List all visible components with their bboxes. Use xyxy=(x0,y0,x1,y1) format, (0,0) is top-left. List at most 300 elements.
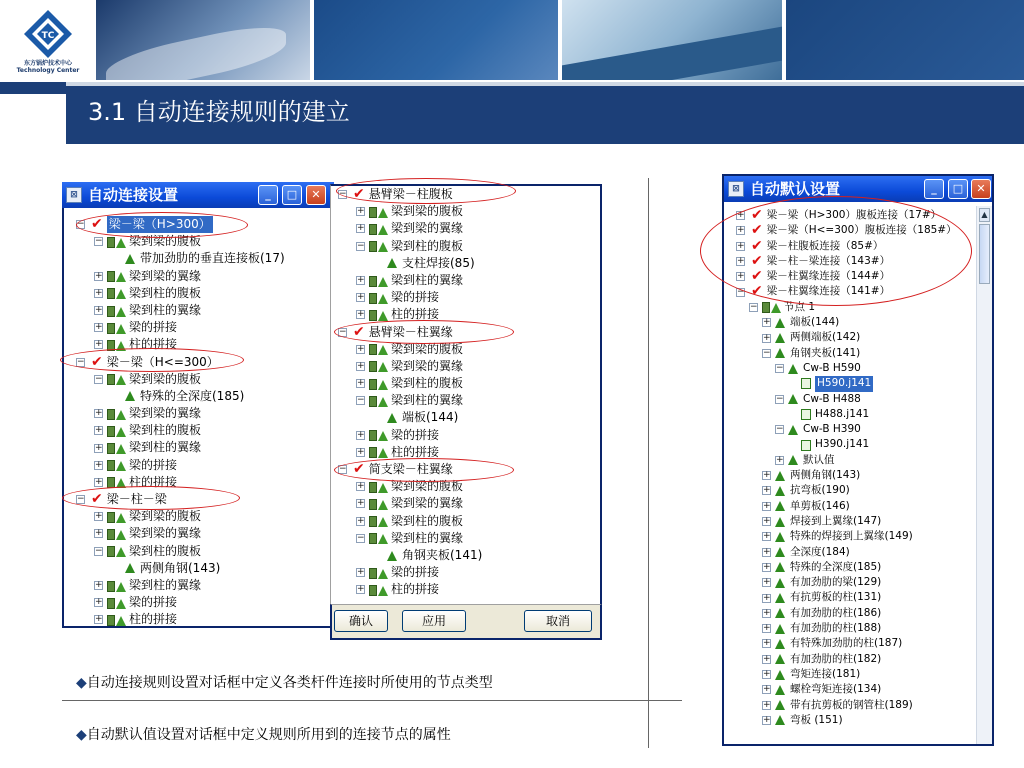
connection-tree-col1[interactable] xyxy=(76,216,332,629)
tree-item-label[interactable]: 悬臂梁－柱腹板 xyxy=(368,187,453,201)
tree-row[interactable] xyxy=(736,346,980,361)
tree-item-label[interactable]: 梁－柱翼缘连接（141#） xyxy=(766,285,891,298)
connection-icon xyxy=(387,551,397,561)
dialog1-titlebar[interactable] xyxy=(62,182,334,208)
tree-row[interactable] xyxy=(76,508,332,525)
expand-icon[interactable]: + xyxy=(763,485,771,496)
tree-item-label[interactable]: 两侧角钢(143) xyxy=(140,560,221,575)
node-type-icon xyxy=(369,360,387,372)
scroll-up-icon[interactable]: ▲ xyxy=(979,208,990,222)
node-type-icon xyxy=(369,532,387,544)
expand-icon[interactable]: + xyxy=(95,528,103,539)
annotation-oval xyxy=(700,196,972,306)
tree-item-label[interactable]: 特殊的全深度(185) xyxy=(790,560,882,573)
collapse-icon[interactable]: − xyxy=(95,545,103,556)
tree-item-label[interactable]: 支柱焊接(85) xyxy=(402,255,475,270)
expand-icon[interactable]: + xyxy=(95,305,103,316)
node-type-icon xyxy=(762,301,780,313)
expand-icon[interactable]: + xyxy=(95,580,103,591)
collapse-icon[interactable]: − xyxy=(737,286,745,297)
tree-item-label[interactable]: 全深度(184) xyxy=(790,545,850,558)
connection-icon xyxy=(775,654,785,664)
tree-row[interactable] xyxy=(736,698,980,713)
tree-row[interactable] xyxy=(76,388,332,405)
expand-icon[interactable]: + xyxy=(763,577,771,588)
tree-row[interactable] xyxy=(338,495,598,512)
tree-item-label[interactable]: 默认值 xyxy=(803,453,835,466)
tree-item-label[interactable]: 弯板 (151) xyxy=(790,713,843,726)
tree-row[interactable] xyxy=(76,543,332,560)
tree-item-label[interactable]: 梁到梁的翼缘 xyxy=(129,406,202,421)
collapse-icon[interactable]: − xyxy=(339,464,347,475)
tree-row[interactable] xyxy=(338,392,598,409)
expand-icon[interactable]: + xyxy=(357,584,365,595)
expand-icon[interactable]: + xyxy=(763,699,771,710)
tree-row[interactable] xyxy=(736,667,980,682)
annotation-oval xyxy=(334,320,514,344)
expand-icon[interactable]: + xyxy=(95,597,103,608)
tree-item-label[interactable]: 有加劲肋的柱(188) xyxy=(790,622,882,635)
tree-row[interactable] xyxy=(736,560,980,575)
cancel-button[interactable]: 取消 xyxy=(524,610,592,632)
tree-item-label[interactable]: 弯矩连接(181) xyxy=(790,667,861,680)
tree-item-label[interactable]: 有加劲肋的柱(182) xyxy=(790,652,882,665)
expand-icon[interactable]: + xyxy=(737,225,745,236)
bullet-1 xyxy=(76,672,493,692)
tree-row[interactable] xyxy=(736,453,980,468)
tree-item-label[interactable]: 梁到柱的腹板 xyxy=(129,285,202,300)
tree-item-label[interactable]: H590.j141 xyxy=(815,376,873,391)
tree-row[interactable] xyxy=(338,564,598,581)
tree-item-label[interactable]: 简支梁－柱翼缘 xyxy=(368,462,453,476)
expand-icon[interactable]: + xyxy=(763,561,771,572)
tree-row[interactable] xyxy=(736,361,980,376)
tree-row[interactable] xyxy=(76,302,332,319)
ok-button[interactable]: 确认 xyxy=(334,610,388,632)
tree-row[interactable] xyxy=(338,220,598,237)
node-type-icon xyxy=(369,309,387,321)
checkmark-icon[interactable]: ✔ xyxy=(91,353,103,370)
expand-icon[interactable]: + xyxy=(357,429,365,440)
expand-icon[interactable]: + xyxy=(95,408,103,419)
tree-row[interactable] xyxy=(76,405,332,422)
tree-item-label[interactable]: 两侧端板(142) xyxy=(790,331,861,344)
connection-icon xyxy=(775,562,785,572)
node-type-icon xyxy=(107,597,125,609)
node-type-icon xyxy=(107,459,125,471)
tree-row[interactable] xyxy=(736,575,980,590)
tree-item-label[interactable]: 梁到梁的翼缘 xyxy=(391,496,464,511)
tree-row[interactable] xyxy=(338,289,598,306)
tree-row[interactable] xyxy=(736,652,980,667)
tree-row[interactable] xyxy=(76,268,332,285)
node-type-icon xyxy=(369,429,387,441)
connection-icon xyxy=(788,455,798,465)
tree-row[interactable] xyxy=(338,341,598,358)
tree-item-label[interactable]: 梁－柱－梁 xyxy=(106,492,167,506)
tree-item-label[interactable]: 柱的拼接 xyxy=(391,307,440,322)
tree-row[interactable] xyxy=(76,422,332,439)
expand-icon[interactable]: + xyxy=(763,669,771,680)
tree-row[interactable] xyxy=(338,272,598,289)
tree-item-label[interactable]: 梁－梁（H>300） xyxy=(107,216,213,233)
tree-row[interactable] xyxy=(338,358,598,375)
expand-icon[interactable]: + xyxy=(763,638,771,649)
connection-icon xyxy=(775,501,785,511)
dialog1-title: 自动连接设置 xyxy=(88,186,179,204)
collapse-icon[interactable]: − xyxy=(776,424,784,435)
connection-icon xyxy=(775,624,785,634)
tree-item-label[interactable]: 梁到梁的翼缘 xyxy=(129,526,202,541)
checkmark-icon[interactable]: ✔ xyxy=(353,186,365,202)
tree-row[interactable] xyxy=(338,478,598,495)
expand-icon[interactable]: + xyxy=(737,210,745,221)
expand-icon[interactable]: + xyxy=(95,425,103,436)
tree-row[interactable] xyxy=(736,545,980,560)
apply-button[interactable]: 应用 xyxy=(402,610,466,632)
tree-row[interactable] xyxy=(736,682,980,697)
expand-icon[interactable]: + xyxy=(776,454,784,465)
collapse-icon[interactable]: − xyxy=(750,301,758,312)
tree-item-label[interactable]: 抗弯板(190) xyxy=(790,484,850,497)
node-type-icon xyxy=(369,584,387,596)
collapse-icon[interactable]: − xyxy=(763,347,771,358)
annotation-oval xyxy=(334,458,514,482)
tree-row[interactable] xyxy=(76,577,332,594)
tree-row[interactable] xyxy=(736,376,980,391)
tree-item-label[interactable]: 梁到柱的翼缘 xyxy=(391,393,464,408)
tree-item-label[interactable]: 梁到柱的翼缘 xyxy=(129,440,202,455)
expand-icon[interactable]: + xyxy=(763,623,771,634)
diamond-icon: ◆ xyxy=(76,675,87,691)
tree-row[interactable] xyxy=(736,437,980,452)
tree-item-label[interactable]: 柱的拼接 xyxy=(391,444,440,459)
node-type-icon xyxy=(369,206,387,218)
tree-row[interactable] xyxy=(338,255,598,272)
expand-icon[interactable]: + xyxy=(737,256,745,267)
expand-icon[interactable]: + xyxy=(95,339,103,350)
node-type-icon xyxy=(107,270,125,282)
expand-icon[interactable]: + xyxy=(357,292,365,303)
close-button[interactable]: ✕ xyxy=(306,185,326,205)
node-type-icon xyxy=(107,408,125,420)
expand-icon[interactable]: + xyxy=(763,684,771,695)
tree-item-label[interactable]: 梁－梁（H>300）腹板连接（17#） xyxy=(766,209,942,221)
expand-icon[interactable]: + xyxy=(763,607,771,618)
tree-item-label[interactable]: 梁－柱腹板连接（85#） xyxy=(766,239,884,252)
tree-item-label[interactable]: 梁－梁（H<=300）腹板连接（185#） xyxy=(766,224,957,237)
expand-icon[interactable]: + xyxy=(357,309,365,320)
expand-icon[interactable]: + xyxy=(763,317,771,328)
tree-row[interactable] xyxy=(338,375,598,392)
expand-icon[interactable]: + xyxy=(95,459,103,470)
tree-row[interactable] xyxy=(76,439,332,456)
tree-item-label[interactable]: 角钢夹板(141) xyxy=(790,346,861,359)
tree-item-label[interactable]: 梁的拼接 xyxy=(129,457,178,472)
tree-item-label[interactable]: 梁到梁的翼缘 xyxy=(391,221,464,236)
tree-row[interactable] xyxy=(736,483,980,498)
collapse-icon[interactable]: − xyxy=(95,236,103,247)
expand-icon[interactable]: + xyxy=(763,714,771,725)
close-button[interactable]: ✕ xyxy=(971,179,991,199)
collapse-icon[interactable]: − xyxy=(776,363,784,374)
connection-icon xyxy=(775,608,785,618)
maximize-button[interactable]: □ xyxy=(948,179,968,199)
checkmark-icon[interactable]: ✔ xyxy=(353,323,365,340)
tree-row[interactable] xyxy=(736,422,980,437)
connection-icon xyxy=(775,333,785,343)
tree-item-label[interactable]: 梁到梁的腹板 xyxy=(391,204,464,219)
tree-item-label[interactable]: 带有抗剪板的钢管柱(189) xyxy=(790,698,913,711)
tree-row[interactable] xyxy=(338,581,598,598)
collapse-icon[interactable]: − xyxy=(95,373,103,384)
collapse-icon[interactable]: − xyxy=(357,532,365,543)
tree-item-label[interactable]: 梁－梁（H<=300） xyxy=(106,354,219,369)
expand-icon[interactable]: + xyxy=(763,516,771,527)
tree-row[interactable] xyxy=(76,250,332,267)
connection-icon xyxy=(775,547,785,557)
tree-row[interactable] xyxy=(736,330,980,345)
bullet-2-text: 自动默认值设置对话框中定义规则所用到的连接节点的属性 xyxy=(86,727,451,743)
connection-tree-col2[interactable] xyxy=(338,186,598,599)
expand-icon[interactable]: + xyxy=(95,614,103,625)
tree-item-label[interactable]: 梁到梁的腹板 xyxy=(129,371,202,386)
expand-icon[interactable]: + xyxy=(763,592,771,603)
tree-item-label[interactable]: 梁到梁的腹板 xyxy=(391,479,464,494)
expand-icon[interactable]: + xyxy=(763,653,771,664)
connection-icon xyxy=(788,425,798,435)
collapse-icon[interactable]: − xyxy=(357,395,365,406)
checkmark-icon[interactable]: ✔ xyxy=(751,252,763,269)
tree-item-label[interactable]: 梁的拼接 xyxy=(129,595,178,610)
checkmark-icon[interactable]: ✔ xyxy=(751,207,763,223)
collapse-icon[interactable]: − xyxy=(339,326,347,337)
node-type-icon xyxy=(369,378,387,390)
tree-item-label[interactable]: 单剪板(146) xyxy=(790,499,850,512)
checkmark-icon[interactable]: ✔ xyxy=(91,216,103,232)
node-type-icon xyxy=(369,275,387,287)
tree-row[interactable] xyxy=(338,530,598,547)
expand-icon[interactable]: + xyxy=(737,240,745,251)
tree-row[interactable] xyxy=(736,713,980,728)
node-type-icon xyxy=(107,580,125,592)
tree-item-label[interactable]: 梁到柱的腹板 xyxy=(129,543,202,558)
expand-icon[interactable]: + xyxy=(95,287,103,298)
file-icon xyxy=(801,409,811,420)
tree-item-label[interactable]: 梁到梁的翼缘 xyxy=(391,358,464,373)
tree-item-label[interactable]: 节点 1 xyxy=(784,300,816,313)
tree-item-label[interactable]: 两侧角钢(143) xyxy=(790,469,861,482)
tree-item-label[interactable]: 梁到柱的腹板 xyxy=(129,423,202,438)
tree-item-label[interactable]: 端板(144) xyxy=(790,316,840,329)
tree-item-label[interactable]: 梁到梁的腹板 xyxy=(129,509,202,524)
tree-row[interactable] xyxy=(338,238,598,255)
tree-row[interactable] xyxy=(76,594,332,611)
tree-item-label[interactable]: 有抗剪板的柱(131) xyxy=(790,591,882,604)
tree-row[interactable] xyxy=(736,315,980,330)
expand-icon[interactable]: + xyxy=(95,270,103,281)
tree-row[interactable] xyxy=(736,606,980,621)
tree-row[interactable] xyxy=(338,427,598,444)
tree-row[interactable] xyxy=(76,319,332,336)
tree-item-label[interactable]: 有特殊加劲肋的柱(187) xyxy=(790,637,903,650)
expand-icon[interactable]: + xyxy=(357,481,365,492)
expand-icon[interactable]: + xyxy=(357,275,365,286)
collapse-icon[interactable]: − xyxy=(77,494,85,505)
tree-row[interactable] xyxy=(338,547,598,564)
tree-item-label[interactable]: Cw-B H590 xyxy=(803,361,861,374)
tree-row[interactable] xyxy=(736,529,980,544)
tree-row[interactable] xyxy=(736,407,980,422)
tree-row[interactable] xyxy=(76,611,332,628)
separator xyxy=(648,178,649,748)
tree-item-label[interactable]: H488.j141 xyxy=(815,407,870,420)
node-type-icon xyxy=(369,395,387,407)
tree-item-label[interactable]: 梁到梁的腹板 xyxy=(391,341,464,356)
tree-item-label[interactable]: 柱的拼接 xyxy=(129,474,178,489)
collapse-icon[interactable]: − xyxy=(357,240,365,251)
checkmark-icon[interactable]: ✔ xyxy=(751,268,763,285)
file-icon xyxy=(801,378,811,389)
tree-item-label[interactable]: 梁的拼接 xyxy=(391,427,440,442)
connection-icon xyxy=(788,394,798,404)
collapse-icon[interactable]: − xyxy=(77,219,85,230)
expand-icon[interactable]: + xyxy=(357,567,365,578)
annotation-oval xyxy=(336,178,516,204)
collapse-icon[interactable]: − xyxy=(776,393,784,404)
tree-item-label[interactable]: 悬臂梁－柱翼缘 xyxy=(368,324,453,339)
tree-row[interactable] xyxy=(76,371,332,388)
tree-item-label[interactable]: 螺栓弯矩连接(134) xyxy=(790,683,882,696)
tree-row[interactable] xyxy=(736,514,980,529)
node-type-icon xyxy=(107,236,125,248)
collapse-icon[interactable]: − xyxy=(339,189,347,200)
tree-item-label[interactable]: 特殊的全深度(185) xyxy=(140,388,245,403)
checkmark-icon[interactable]: ✔ xyxy=(91,491,103,507)
expand-icon[interactable]: + xyxy=(95,442,103,453)
minimize-button[interactable]: _ xyxy=(258,185,278,205)
tree-item-label[interactable]: 柱的拼接 xyxy=(391,582,440,597)
logo-caption-en: Technology Center xyxy=(16,67,80,74)
checkmark-icon[interactable]: ✔ xyxy=(751,237,763,254)
tree-item-label[interactable]: 带加劲肋的垂直连接板(17) xyxy=(140,251,285,266)
checkmark-icon[interactable]: ✔ xyxy=(751,222,763,239)
tree-item-label[interactable]: 角钢夹板(141) xyxy=(402,547,483,562)
tree-row[interactable] xyxy=(76,285,332,302)
expand-icon[interactable]: + xyxy=(357,498,365,509)
scroll-thumb[interactable] xyxy=(979,224,990,284)
tree-row[interactable] xyxy=(338,203,598,220)
tree-item-label[interactable]: 梁－柱翼缘连接（144#） xyxy=(766,270,891,283)
node-type-icon xyxy=(369,343,387,355)
tree-item-label[interactable]: 焊接到上翼缘(147) xyxy=(790,514,882,527)
tree-row[interactable] xyxy=(736,590,980,605)
maximize-button[interactable]: □ xyxy=(282,185,302,205)
tree-item-label[interactable]: 梁的拼接 xyxy=(391,290,440,305)
tree-row[interactable] xyxy=(76,560,332,577)
scrollbar[interactable] xyxy=(976,206,992,746)
node-type-icon xyxy=(107,287,125,299)
tree-row[interactable] xyxy=(736,392,980,407)
tree-item-label[interactable]: H390.j141 xyxy=(815,438,870,451)
tree-row[interactable] xyxy=(736,468,980,483)
tree-row[interactable] xyxy=(736,621,980,636)
tree-item-label[interactable]: 梁到柱的腹板 xyxy=(391,513,464,528)
expand-icon[interactable]: + xyxy=(763,546,771,557)
tree-row[interactable] xyxy=(736,636,980,651)
expand-icon[interactable]: + xyxy=(357,343,365,354)
expand-icon[interactable]: + xyxy=(763,332,771,343)
tree-item-label[interactable]: 梁的拼接 xyxy=(129,320,178,335)
checkmark-icon[interactable]: ✔ xyxy=(751,283,763,300)
tree-item-label[interactable]: 有加劲肋的柱(186) xyxy=(790,606,882,619)
tree-row[interactable] xyxy=(76,457,332,474)
tree-row[interactable] xyxy=(338,444,598,461)
tree-item-label[interactable]: 梁到梁的腹板 xyxy=(129,234,202,249)
tree-item-label[interactable]: 梁－柱－梁连接（143#） xyxy=(766,254,891,267)
tree-item-label[interactable]: 梁到柱的翼缘 xyxy=(129,302,202,317)
tree-item-label[interactable]: 梁到柱的腹板 xyxy=(391,376,464,391)
tree-item-label[interactable]: Cw-B H488 xyxy=(803,392,861,405)
tree-item-label[interactable]: 柱的拼接 xyxy=(129,337,178,352)
connection-icon xyxy=(775,318,785,328)
node-type-icon xyxy=(107,322,125,334)
tree-item-label[interactable]: Cw-B H390 xyxy=(803,423,861,436)
expand-icon[interactable]: + xyxy=(763,500,771,511)
bullet-1-text: 自动连接规则设置对话框中定义各类杆件连接时所使用的节点类型 xyxy=(86,675,493,691)
expand-icon[interactable]: + xyxy=(357,378,365,389)
tree-item-label[interactable]: 端板(144) xyxy=(402,410,459,425)
expand-icon[interactable]: + xyxy=(763,470,771,481)
expand-icon[interactable]: + xyxy=(737,271,745,282)
expand-icon[interactable]: + xyxy=(357,446,365,457)
tree-row[interactable] xyxy=(736,499,980,514)
checkmark-icon[interactable]: ✔ xyxy=(353,461,365,477)
tree-item-label[interactable]: 特殊的焊接到上翼缘(149) xyxy=(790,530,913,543)
expand-icon[interactable]: + xyxy=(357,206,365,217)
tree-item-label[interactable]: 梁的拼接 xyxy=(391,565,440,580)
collapse-icon[interactable]: − xyxy=(77,356,85,367)
tree-item-label[interactable]: 柱的拼接 xyxy=(129,612,178,627)
separator xyxy=(62,700,682,701)
banner-image-4 xyxy=(786,0,1024,80)
node-type-icon xyxy=(369,515,387,527)
expand-icon[interactable]: + xyxy=(95,476,103,487)
app-icon: ⊠ xyxy=(728,181,744,197)
tree-item-label[interactable]: 有加劲肋的梁(129) xyxy=(790,576,882,589)
tree-item-label[interactable]: 梁到柱的翼缘 xyxy=(391,272,464,287)
expand-icon[interactable]: + xyxy=(357,223,365,234)
tree-row[interactable] xyxy=(338,513,598,530)
expand-icon[interactable]: + xyxy=(357,515,365,526)
expand-icon[interactable]: + xyxy=(763,531,771,542)
tree-item-label[interactable]: 梁到柱的翼缘 xyxy=(129,577,202,592)
tree-item-label[interactable]: 梁到柱的翼缘 xyxy=(391,530,464,545)
tree-item-label[interactable]: 梁到柱的腹板 xyxy=(391,238,464,253)
tree-row[interactable] xyxy=(76,525,332,542)
expand-icon[interactable]: + xyxy=(95,511,103,522)
title-accent xyxy=(0,82,66,94)
expand-icon[interactable]: + xyxy=(357,360,365,371)
expand-icon[interactable]: + xyxy=(95,322,103,333)
node-type-icon xyxy=(369,446,387,458)
connection-icon xyxy=(775,532,785,542)
tree-row[interactable] xyxy=(338,409,598,426)
minimize-button[interactable]: _ xyxy=(924,179,944,199)
node-type-icon xyxy=(107,373,125,385)
node-type-icon xyxy=(107,442,125,454)
tree-item-label[interactable]: 梁到梁的翼缘 xyxy=(129,268,202,283)
